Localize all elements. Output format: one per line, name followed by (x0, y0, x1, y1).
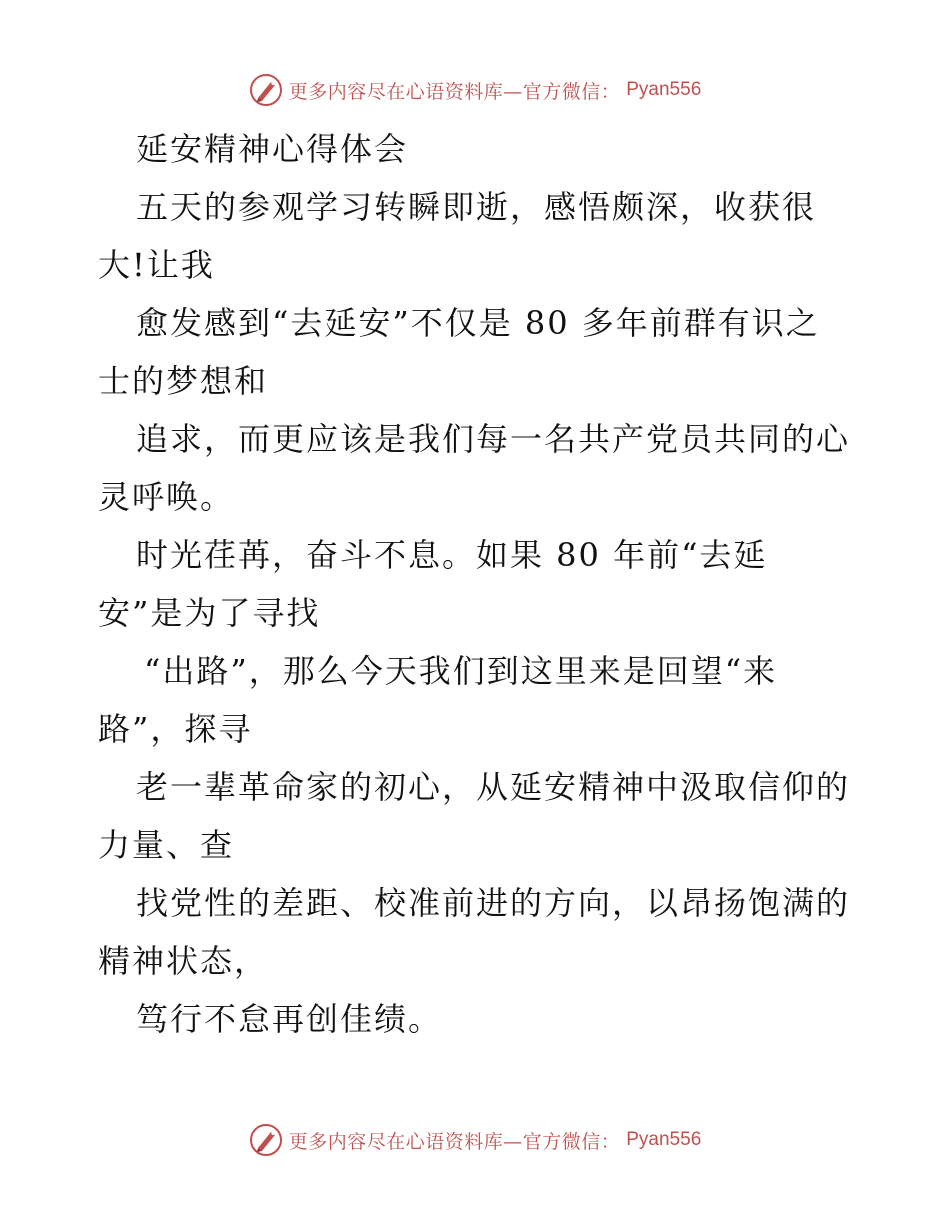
header-watermark (0, 70, 950, 110)
watermark-wechat-id: Pyan556 (626, 1129, 702, 1150)
paragraph-line: 五天的参观学习转瞬即逝，感悟颇深，收获很 (136, 188, 817, 226)
footer-watermark (0, 1120, 950, 1160)
paragraph-line: 大!让我 (98, 246, 215, 284)
watermark-text: 更多内容尽在心语资料库—官方微信： (288, 80, 621, 103)
paragraph-line: 精神状态， (98, 942, 269, 980)
paragraph-line: “出路”，那么今天我们到这里来是回望“来 (144, 652, 778, 690)
paragraph-line: 安”是为了寻找 (98, 594, 321, 632)
paragraph-line: 老一辈革命家的初心，从延安精神中汲取信仰的 (136, 768, 851, 806)
paragraph-line: 找党性的差距、校准前进的方向，以昂扬饱满的 (136, 884, 851, 922)
watermark-wechat-id: Pyan556 (626, 79, 702, 100)
paragraph-line: 时光荏苒，奋斗不息。如果 80 年前“去延 (136, 536, 768, 574)
pen-logo-icon (249, 1123, 283, 1157)
paragraph-line: 灵呼唤。 (98, 478, 235, 516)
paragraph-line: 愈发感到“去延安”不仅是 80 多年前群有识之 (136, 304, 820, 342)
document-body (98, 120, 858, 1048)
watermark-text: 更多内容尽在心语资料库—官方微信： (288, 1130, 621, 1153)
paragraph-line: 笃行不怠再创佳绩。 (136, 1000, 443, 1038)
paragraph-line: 士的梦想和 (98, 362, 269, 400)
pen-logo-icon (249, 73, 283, 107)
document-title: 延安精神心得体会 (136, 130, 409, 168)
paragraph-line: 路”，探寻 (98, 710, 253, 748)
paragraph-line: 追求，而更应该是我们每一名共产党员共同的心 (136, 420, 851, 458)
paragraph-line: 力量、查 (98, 826, 235, 864)
